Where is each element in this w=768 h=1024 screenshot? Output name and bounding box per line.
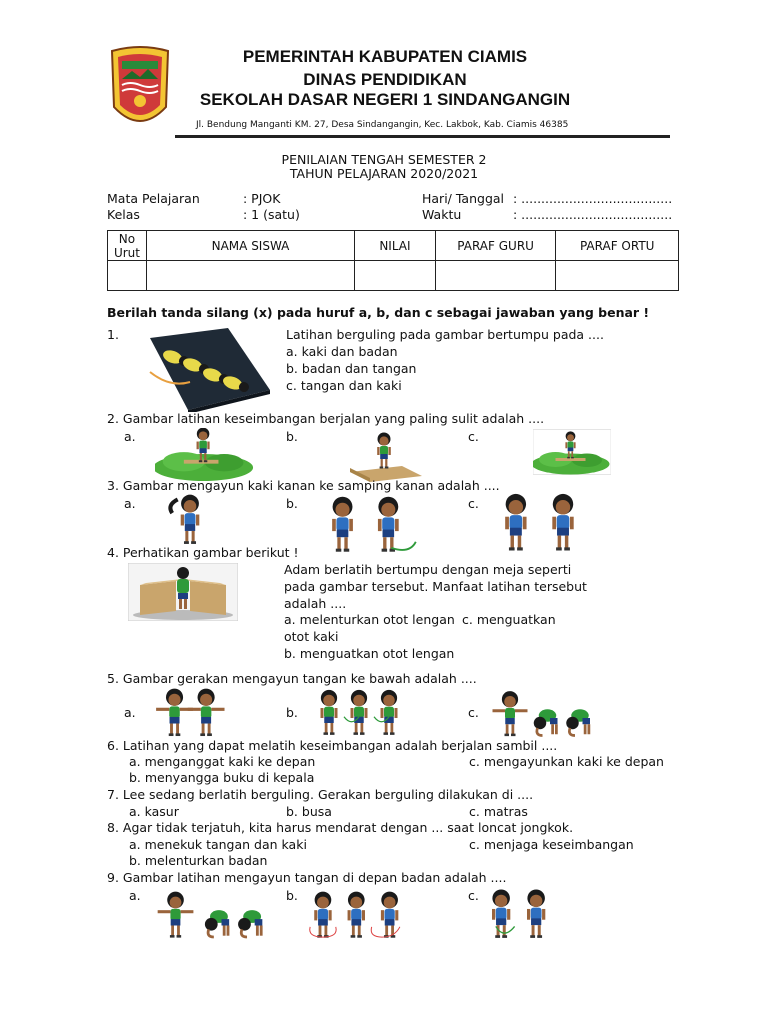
q6-option-b[interactable]: b. menyangga buku di kepala — [129, 770, 315, 785]
cell-parent[interactable] — [556, 261, 679, 291]
q4-option-c[interactable]: c. menguatkan — [462, 612, 556, 627]
class-label: Kelas — [107, 207, 140, 222]
score-table — [107, 230, 679, 291]
q9-option-b[interactable]: b. — [286, 888, 298, 903]
q1-option-c[interactable]: c. tangan dan kaki — [286, 378, 402, 393]
subject-label: Mata Pelajaran — [107, 191, 200, 206]
q2-question: 2. Gambar latihan keseimbangan berjalan yang paling sulit adalah .... — [107, 411, 545, 426]
subject-value: : PJOK — [243, 191, 281, 206]
q9-image-a — [150, 888, 270, 940]
q4-question: 4. Perhatikan gambar berikut ! — [107, 545, 299, 560]
instruction: Berilah tanda silang (x) pada huruf a, b, dan c sebagai jawaban yang benar ! — [107, 305, 650, 320]
col-score: NILAI — [355, 231, 436, 261]
class-value: : 1 (satu) — [243, 207, 300, 222]
q5-option-b[interactable]: b. — [286, 705, 298, 720]
col-no: No Urut — [108, 231, 147, 261]
q4-body-1: Adam berlatih bertumpu dengan meja seperti — [284, 562, 572, 577]
exam-title: PENILAIAN TENGAH SEMESTER 2 — [281, 152, 487, 167]
header-line3: SEKOLAH DASAR NEGERI 1 SINDANGANGIN — [199, 90, 571, 109]
q3-option-b[interactable]: b. — [286, 496, 298, 511]
q7-option-b[interactable]: b. busa — [286, 804, 332, 819]
cell-score[interactable] — [355, 261, 436, 291]
q3-image-b — [322, 496, 418, 554]
exam-year: TAHUN PELAJARAN 2020/2021 — [289, 166, 479, 181]
q3-option-c[interactable]: c. — [468, 496, 479, 511]
q3-option-a[interactable]: a. — [124, 496, 136, 511]
q7-option-a[interactable]: a. kasur — [129, 804, 179, 819]
q9-question: 9. Gambar latihan mengayun tangan di depan badan adalah .... — [107, 870, 507, 885]
day-label: Hari/ Tanggal — [422, 191, 505, 206]
q6-option-a[interactable]: a. menganggat kaki ke depan — [129, 754, 316, 769]
school-address: Jl. Bendung Manganti KM. 27, Desa Sindangangin, Kec. Lakbok, Kab. Ciamis 46385 — [196, 120, 569, 130]
cell-teacher[interactable] — [435, 261, 556, 291]
q4-option-a[interactable]: a. melenturkan otot lengan — [284, 612, 455, 627]
col-name: NAMA SISWA — [146, 231, 354, 261]
q2-option-b[interactable]: b. — [286, 429, 298, 444]
q9-option-a[interactable]: a. — [129, 888, 141, 903]
col-parent: PARAF ORTU — [556, 231, 679, 261]
q1-question: Latihan berguling pada gambar bertumpu pada .... — [286, 327, 604, 342]
q3-image-a — [162, 494, 218, 546]
q5-image-c — [490, 688, 600, 738]
q2-image-a — [155, 428, 255, 482]
q8-option-a[interactable]: a. menekuk tangan dan kaki — [129, 837, 307, 852]
q7-question: 7. Lee sedang berlatih berguling. Gerakan berguling dilakukan di .... — [107, 787, 534, 802]
q9-image-b — [305, 888, 405, 940]
q3-question: 3. Gambar mengayun kaki kanan ke samping kanan adalah .... — [107, 478, 500, 493]
q2-image-b — [350, 426, 422, 482]
q8-question: 8. Agar tidak terjatuh, kita harus mendarat dengan ... saat loncat jongkok. — [107, 820, 574, 835]
q4-body-3: adalah .... — [284, 596, 347, 611]
q9-option-c[interactable]: c. — [468, 888, 479, 903]
header-divider — [175, 135, 670, 138]
q8-option-b[interactable]: b. melenturkan badan — [129, 853, 268, 868]
cell-name[interactable] — [146, 261, 354, 291]
header-line1: PEMERINTAH KABUPATEN CIAMIS — [242, 47, 528, 66]
q9-image-c — [485, 886, 555, 940]
q6-option-c[interactable]: c. mengayunkan kaki ke depan — [469, 754, 664, 769]
header-line2: DINAS PENDIDIKAN — [303, 70, 467, 89]
q6-question: 6. Latihan yang dapat melatih keseimbangan adalah berjalan sambil .... — [107, 738, 558, 753]
q1-option-a[interactable]: a. kaki dan badan — [286, 344, 398, 359]
q5-question: 5. Gambar gerakan mengayun tangan ke bawah adalah .... — [107, 671, 477, 686]
q8-option-c[interactable]: c. menjaga keseimbangan — [469, 837, 634, 852]
q2-image-c — [533, 428, 611, 476]
q4-body-2: pada gambar tersebut. Manfaat latihan tersebut — [284, 579, 587, 594]
q2-option-a[interactable]: a. — [124, 429, 136, 444]
q7-option-c[interactable]: c. matras — [469, 804, 528, 819]
q3-image-c — [497, 490, 585, 556]
cell-no[interactable] — [108, 261, 147, 291]
q5-image-b — [314, 688, 404, 738]
q4-option-c-cont: otot kaki — [284, 629, 339, 644]
q5-image-a — [152, 688, 226, 738]
day-value: : ...................................... — [513, 191, 673, 206]
time-label: Waktu — [422, 207, 462, 222]
q4-image — [128, 563, 238, 621]
time-value: : ...................................... — [513, 207, 673, 222]
col-teacher: PARAF GURU — [435, 231, 556, 261]
q1-option-b[interactable]: b. badan dan tangan — [286, 361, 417, 376]
q2-option-c[interactable]: c. — [468, 429, 479, 444]
q5-option-a[interactable]: a. — [124, 705, 136, 720]
q4-option-b[interactable]: b. menguatkan otot lengan — [284, 646, 455, 661]
q5-option-c[interactable]: c. — [468, 705, 479, 720]
q1-image — [130, 326, 272, 412]
q1-number: 1. — [107, 327, 119, 342]
